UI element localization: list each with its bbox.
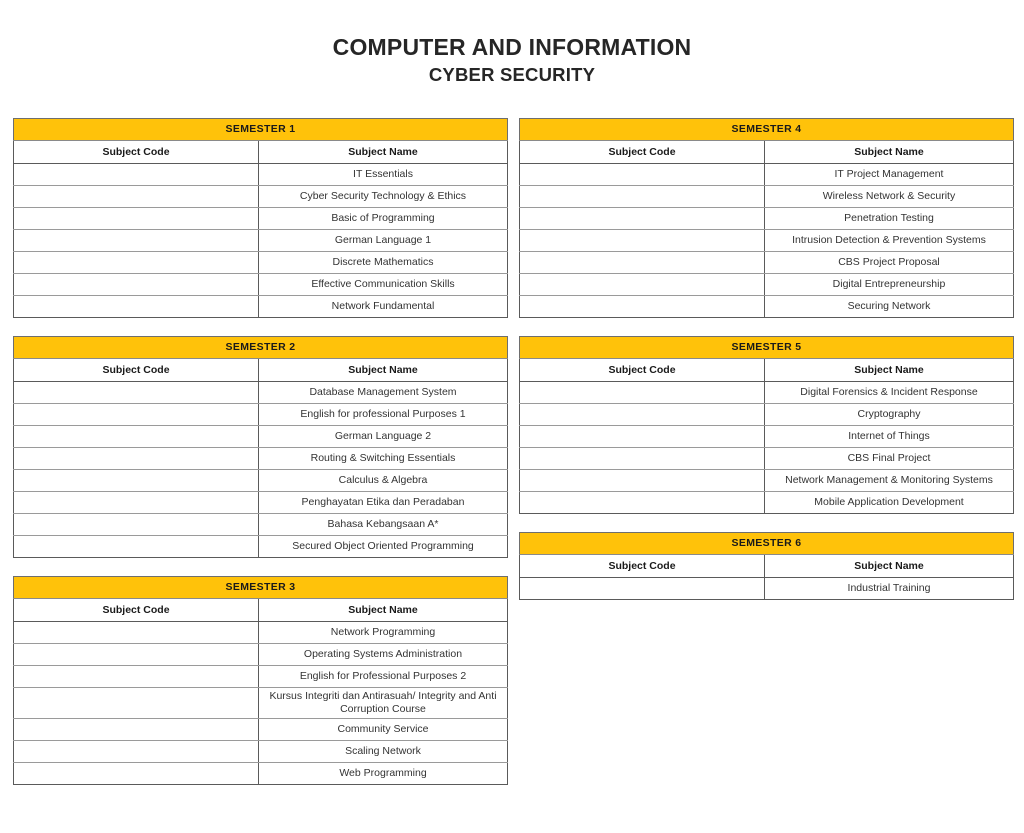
semester-table [519, 336, 1014, 514]
subject-code-cell [520, 404, 765, 426]
semester-banner-row [520, 119, 1014, 141]
subject-code-cell [14, 382, 259, 404]
table-row [520, 492, 1014, 514]
subject-name-header: Subject Name [259, 359, 508, 382]
page-title-primary: COMPUTER AND INFORMATION [332, 34, 692, 60]
subject-code-header: Subject Code [14, 599, 259, 622]
subject-code-cell [14, 448, 259, 470]
table-row [14, 666, 508, 688]
subject-code-cell [14, 740, 259, 762]
table-row [520, 448, 1014, 470]
subject-code-cell [14, 252, 259, 274]
table-row [14, 252, 508, 274]
subject-code-cell [520, 164, 765, 186]
subject-name-cell: Securing Network [765, 296, 1014, 318]
subject-code-cell [14, 718, 259, 740]
subject-name-cell: Network Programming [259, 622, 508, 644]
column-header-row [520, 141, 1014, 164]
table-row [14, 514, 508, 536]
semester-banner-row [520, 533, 1014, 555]
table-row [520, 404, 1014, 426]
subject-name-cell: Discrete Mathematics [259, 252, 508, 274]
semester-table [519, 532, 1014, 600]
table-row [14, 208, 508, 230]
subject-code-cell [520, 208, 765, 230]
subject-name-cell: Penetration Testing [765, 208, 1014, 230]
table-row [520, 296, 1014, 318]
column-header-row [14, 599, 508, 622]
subject-name-cell: Network Management & Monitoring Systems [765, 470, 1014, 492]
subject-code-header: Subject Code [520, 555, 765, 578]
column-header-row [14, 359, 508, 382]
semester-table [519, 118, 1014, 318]
subject-code-cell [14, 470, 259, 492]
subject-code-cell [14, 514, 259, 536]
subject-name-cell: Digital Entrepreneurship [765, 274, 1014, 296]
subject-name-cell: German Language 1 [259, 230, 508, 252]
subject-name-cell: Community Service [259, 718, 508, 740]
subject-code-cell [14, 426, 259, 448]
table-row [14, 274, 508, 296]
table-row [520, 382, 1014, 404]
subject-name-cell: Basic of Programming [259, 208, 508, 230]
subject-code-cell [520, 426, 765, 448]
table-row [520, 274, 1014, 296]
table-row [14, 426, 508, 448]
subject-name-cell: Network Fundamental [259, 296, 508, 318]
table-row [14, 718, 508, 740]
subject-name-header: Subject Name [765, 141, 1014, 164]
subject-code-cell [14, 492, 259, 514]
table-row [14, 492, 508, 514]
column-header-row [520, 359, 1014, 382]
subject-name-cell: Penghayatan Etika dan Peradaban [259, 492, 508, 514]
subject-code-cell [14, 666, 259, 688]
semester-banner-label: SEMESTER 5 [520, 337, 1014, 359]
table-row [14, 404, 508, 426]
subject-name-cell: Calculus & Algebra [259, 470, 508, 492]
table-row [520, 426, 1014, 448]
subject-code-cell [14, 186, 259, 208]
subject-name-header: Subject Name [765, 555, 1014, 578]
subject-name-cell: CBS Final Project [765, 448, 1014, 470]
subject-code-cell [14, 230, 259, 252]
subject-code-cell [520, 492, 765, 514]
semester-banner-label: SEMESTER 1 [14, 119, 508, 141]
subject-name-cell: German Language 2 [259, 426, 508, 448]
table-row [14, 740, 508, 762]
subject-name-cell: Cryptography [765, 404, 1014, 426]
subject-code-cell [520, 252, 765, 274]
semester-banner-row [520, 337, 1014, 359]
subject-code-cell [520, 296, 765, 318]
table-row [520, 186, 1014, 208]
subject-code-cell [520, 186, 765, 208]
subject-code-cell [14, 644, 259, 666]
semester-banner-label: SEMESTER 2 [14, 337, 508, 359]
subject-name-cell: Cyber Security Technology & Ethics [259, 186, 508, 208]
subject-name-cell: IT Essentials [259, 164, 508, 186]
table-row [520, 470, 1014, 492]
subject-name-cell: Operating Systems Administration [259, 644, 508, 666]
table-row [520, 230, 1014, 252]
subject-name-cell: English for professional Purposes 1 [259, 404, 508, 426]
subject-code-cell [14, 762, 259, 784]
subject-name-cell: Effective Communication Skills [259, 274, 508, 296]
subject-code-cell [14, 164, 259, 186]
table-row [520, 164, 1014, 186]
table-row [14, 622, 508, 644]
subject-code-cell [520, 448, 765, 470]
subject-name-cell: English for Professional Purposes 2 [259, 666, 508, 688]
semester-banner-row [14, 119, 508, 141]
subject-name-header: Subject Name [259, 141, 508, 164]
table-row [14, 470, 508, 492]
table-row [14, 296, 508, 318]
subject-name-header: Subject Name [765, 359, 1014, 382]
table-row [520, 578, 1014, 600]
subject-code-cell [14, 296, 259, 318]
page-title-secondary: CYBER SECURITY [428, 64, 596, 86]
subject-name-cell: Kursus Integriti dan Antirasuah/ Integrity and Anti Corruption Course [259, 688, 508, 719]
table-row [14, 382, 508, 404]
subject-name-cell: Industrial Training [765, 578, 1014, 600]
semester-table [13, 336, 508, 558]
table-row [14, 230, 508, 252]
semester-banner-row [14, 337, 508, 359]
subject-code-cell [14, 208, 259, 230]
column-header-row [520, 555, 1014, 578]
subject-name-cell: CBS Project Proposal [765, 252, 1014, 274]
subject-name-cell: Scaling Network [259, 740, 508, 762]
subject-name-cell: Digital Forensics & Incident Response [765, 382, 1014, 404]
semester-banner-label: SEMESTER 3 [14, 577, 508, 599]
subject-code-header: Subject Code [14, 359, 259, 382]
subject-code-cell [520, 382, 765, 404]
subject-code-cell [520, 578, 765, 600]
subject-code-cell [14, 404, 259, 426]
subject-name-cell: IT Project Management [765, 164, 1014, 186]
subject-code-header: Subject Code [14, 141, 259, 164]
subject-name-cell: Intrusion Detection & Prevention Systems [765, 230, 1014, 252]
table-row [14, 688, 508, 719]
table-row [520, 208, 1014, 230]
page-title-block [0, 0, 1024, 88]
column-header-row [14, 141, 508, 164]
semester-banner-label: SEMESTER 4 [520, 119, 1014, 141]
table-row [14, 644, 508, 666]
subject-name-cell: Routing & Switching Essentials [259, 448, 508, 470]
semester-column-left [13, 118, 507, 803]
subject-code-header: Subject Code [520, 141, 765, 164]
subject-code-cell [520, 274, 765, 296]
subject-name-cell: Wireless Network & Security [765, 186, 1014, 208]
table-row [14, 448, 508, 470]
table-row [14, 164, 508, 186]
subject-name-cell: Internet of Things [765, 426, 1014, 448]
semester-column-right [519, 118, 1013, 618]
subject-code-header: Subject Code [520, 359, 765, 382]
subject-code-cell [14, 688, 259, 719]
table-row [520, 252, 1014, 274]
table-row [14, 762, 508, 784]
semester-table [13, 118, 508, 318]
subject-code-cell [520, 230, 765, 252]
subject-name-cell: Database Management System [259, 382, 508, 404]
subject-name-header: Subject Name [259, 599, 508, 622]
subject-code-cell [520, 470, 765, 492]
subject-name-cell: Mobile Application Development [765, 492, 1014, 514]
semester-table [13, 576, 508, 785]
semester-banner-label: SEMESTER 6 [520, 533, 1014, 555]
table-row [14, 186, 508, 208]
subject-name-cell: Secured Object Oriented Programming [259, 536, 508, 558]
semester-banner-row [14, 577, 508, 599]
subject-code-cell [14, 536, 259, 558]
subject-code-cell [14, 274, 259, 296]
subject-name-cell: Web Programming [259, 762, 508, 784]
table-row [14, 536, 508, 558]
subject-name-cell: Bahasa Kebangsaan A* [259, 514, 508, 536]
subject-code-cell [14, 622, 259, 644]
